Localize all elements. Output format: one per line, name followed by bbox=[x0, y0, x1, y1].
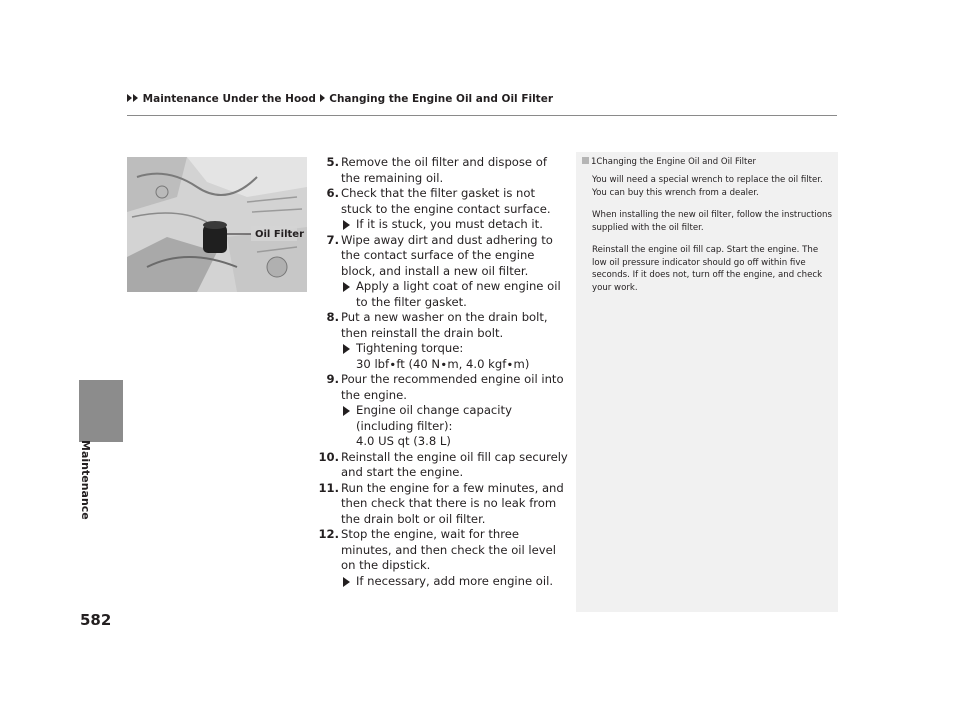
header-rule bbox=[127, 115, 837, 116]
arrow-icon bbox=[343, 220, 350, 230]
note-title-text: Changing the Engine Oil and Oil Filter bbox=[596, 157, 757, 167]
capacity-value: 4.0 US qt (3.8 L) bbox=[356, 434, 451, 448]
step-text: Put a new washer on the drain bolt, then reinstall the drain bolt. bbox=[341, 310, 548, 340]
step-item bbox=[308, 372, 568, 450]
step-text: Reinstall the engine oil fill cap securely and start the engine. bbox=[341, 449, 568, 479]
step-subnote bbox=[341, 574, 568, 590]
step-text: Wipe away dirt and dust adhering to the contact surface of the engine block, and install a new oil filter. bbox=[341, 232, 553, 278]
arrow-icon bbox=[343, 577, 350, 587]
step-number: 9. bbox=[326, 372, 339, 386]
step-number: 6. bbox=[326, 186, 339, 200]
subnote-text: If necessary, add more engine oil. bbox=[356, 573, 554, 588]
breadcrumb-section[interactable]: Maintenance Under the Hood bbox=[142, 93, 316, 105]
arrow-icon bbox=[343, 406, 350, 416]
step-item bbox=[308, 233, 568, 311]
step-item bbox=[308, 450, 568, 481]
step-number: 7. bbox=[326, 232, 339, 247]
step-subnote bbox=[341, 279, 568, 310]
step-text: Stop the engine, wait for three minutes, and then check the oil level on the dipstick. bbox=[341, 527, 556, 572]
step-subnote bbox=[341, 403, 568, 450]
page-number: 582 bbox=[80, 611, 112, 629]
subnote-text: Apply a light coat of new engine oil to the filter gasket. bbox=[356, 279, 561, 309]
section-tab bbox=[79, 380, 123, 442]
oil-filter-photo bbox=[127, 157, 307, 292]
breadcrumb-arrow-icon bbox=[320, 94, 325, 102]
step-text: Remove the oil filter and dispose of the remaining oil. bbox=[341, 155, 547, 185]
arrow-icon bbox=[343, 282, 350, 292]
breadcrumb bbox=[127, 93, 553, 105]
step-number: 5. bbox=[326, 155, 339, 169]
note-panel bbox=[576, 152, 838, 612]
step-subnote bbox=[341, 341, 568, 372]
torque-value: 30 lbf∙ft (40 N∙m, 4.0 kgf∙m) bbox=[356, 356, 530, 371]
step-number: 10. bbox=[318, 449, 339, 464]
breadcrumb-arrow-icon bbox=[133, 94, 138, 102]
procedure-steps bbox=[308, 155, 568, 589]
note-paragraph: Reinstall the engine oil fill cap. Start the engine. The low oil pressure indicator should go off within five seconds. If it does not, turn off the engine, and check your work. bbox=[592, 245, 823, 293]
breadcrumb-topic[interactable]: Changing the Engine Oil and Oil Filter bbox=[329, 93, 554, 105]
step-text: Pour the recommended engine oil into the engine. bbox=[341, 372, 564, 402]
step-text: Run the engine for a few minutes, and then check that there is no leak from the drain bolt or oil filter. bbox=[341, 480, 564, 526]
step-item bbox=[308, 310, 568, 372]
step-number: 11. bbox=[318, 480, 339, 495]
note-title bbox=[582, 157, 756, 167]
subnote-text: If it is stuck, you must detach it. bbox=[356, 217, 543, 231]
step-item bbox=[308, 481, 568, 528]
step-subnote bbox=[341, 217, 568, 233]
figure-callout-label: Oil Filter bbox=[255, 229, 305, 240]
note-marker-icon bbox=[582, 157, 589, 164]
subnote-text: Engine oil change capacity (including filter): bbox=[356, 403, 512, 433]
note-paragraph: When installing the new oil filter, follow the instructions supplied with the oil filter. bbox=[592, 210, 832, 233]
breadcrumb-arrow-icon bbox=[127, 94, 132, 102]
step-item bbox=[308, 186, 568, 233]
section-label: Maintenance bbox=[79, 440, 92, 520]
arrow-icon bbox=[343, 344, 350, 354]
step-item bbox=[308, 527, 568, 589]
subnote-text: Tightening torque: bbox=[356, 341, 464, 355]
step-item bbox=[308, 155, 568, 186]
note-body bbox=[592, 174, 832, 304]
step-number: 8. bbox=[326, 310, 339, 324]
step-text: Check that the filter gasket is not stuck to the engine contact surface. bbox=[341, 186, 551, 216]
note-marker-number: 1 bbox=[591, 157, 597, 167]
step-number: 12. bbox=[318, 527, 339, 541]
note-paragraph: You will need a special wrench to replace the oil filter. You can buy this wrench from a dealer. bbox=[592, 175, 823, 198]
